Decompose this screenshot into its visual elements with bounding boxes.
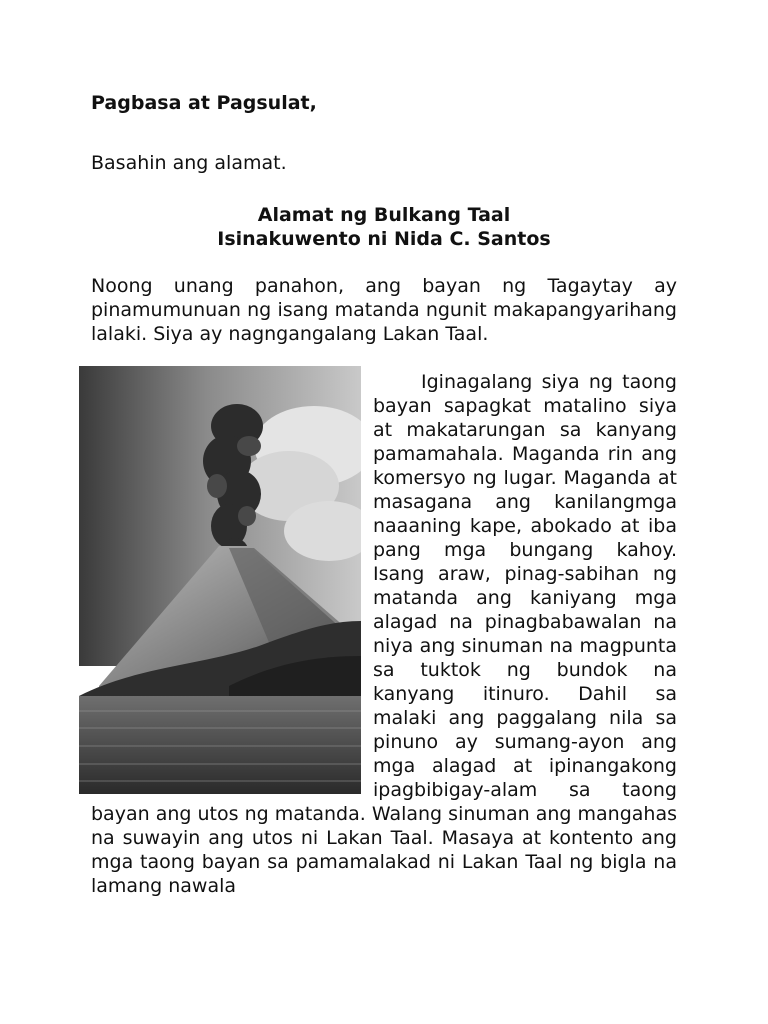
story-body: [91, 274, 677, 898]
story-author: Isinakuwento ni Nida C. Santos: [217, 228, 551, 250]
story-title-block: [91, 203, 677, 251]
story-paragraph-1: Noong unang panahon, ang bayan ng Tagaytay ay pinamumunuan ng isang matanda ngunit makapangyarihang lalaki. Siya ay nagngangalang Lakan Taal.: [91, 275, 677, 345]
story-paragraph-2: Iginagalang siya ng taong bayan sapagkat matalino siya at makatarungan sa kanyang pamamahala. Maganda rin ang komersyo ng lugar. Maganda at masagana ang kanilangmga naaaning kape, abokado at iba pang mga bungang kahoy. Isang araw, pinag-sabihan ng matanda ang kaniyang mga alagad na pinagbabawalan na niya ang sinuman na magpunta sa tuktok ng bundok na kanyang itinuro. Dahil sa malaki ang paggalang nila sa pinuno ay sumang-ayon ang mga alagad at ipinangakong ipagbibigay-alam sa taong bayan ang utos ng matanda. Walang sinuman ang mangahas na suwayin ang utos ni Lakan Taal. Masaya at kontento ang mga taong bayan sa pamamalakad ni Lakan Taal ng bigla na lamang nawala: [91, 371, 677, 897]
volcano-eruption-photo: [79, 366, 361, 794]
instruction-text: Basahin ang alamat.: [91, 152, 287, 174]
page-heading: Pagbasa at Pagsulat,: [91, 92, 317, 114]
story-title: Alamat ng Bulkang Taal: [257, 204, 511, 226]
